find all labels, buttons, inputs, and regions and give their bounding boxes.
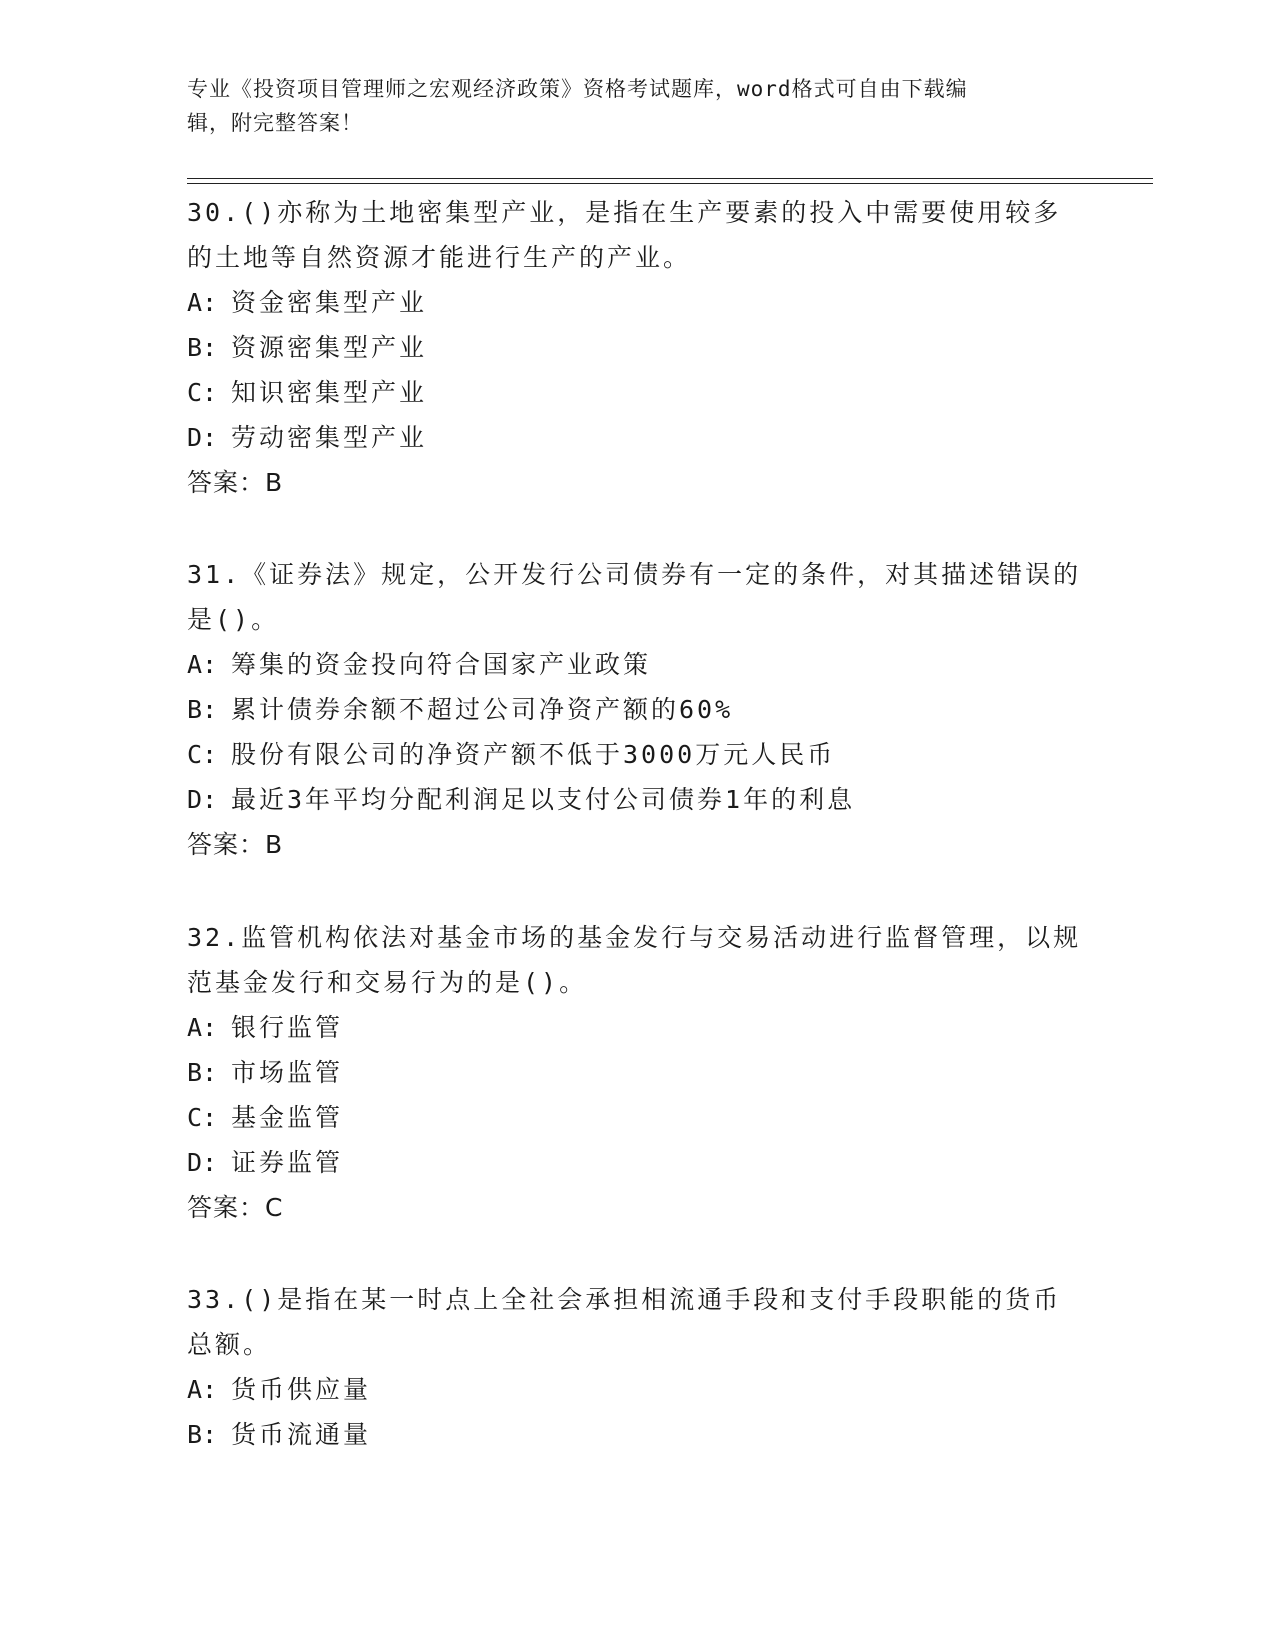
question-text: 31.《证券法》规定，公开发行公司债券有一定的条件，对其描述错误的是()。 <box>187 560 1082 634</box>
option-letter: C: <box>187 740 218 769</box>
option-letter: C: <box>187 378 218 407</box>
option-b <box>187 1412 1087 1457</box>
option-text: 货币流通量 <box>231 1420 372 1449</box>
question-text: 30.()亦称为土地密集型产业，是指在生产要素的投入中需要使用较多的土地等自然资源才能进行生产的产业。 <box>187 198 1062 272</box>
option-letter: A: <box>187 1375 218 1404</box>
option-text: 最近3年平均分配利润足以支付公司债券1年的利息 <box>231 785 856 814</box>
option-d <box>187 415 1087 460</box>
option-letter: D: <box>187 423 218 452</box>
option-c <box>187 732 1087 777</box>
answer-line: 答案：B <box>187 830 284 859</box>
option-letter: D: <box>187 785 218 814</box>
option-letter: B: <box>187 1058 218 1087</box>
option-letter: A: <box>187 650 218 679</box>
option-letter: A: <box>187 1013 218 1042</box>
option-text: 知识密集型产业 <box>231 378 428 407</box>
option-text: 累计债券余额不超过公司净资产额的60% <box>231 695 734 724</box>
option-letter: D: <box>187 1148 218 1177</box>
option-text: 资源密集型产业 <box>231 333 428 362</box>
option-letter: B: <box>187 333 218 362</box>
option-b <box>187 1050 1087 1095</box>
header-line-2: 辑，附完整答案！ <box>187 111 363 135</box>
option-text: 市场监管 <box>231 1058 344 1087</box>
option-c <box>187 370 1087 415</box>
option-text: 股份有限公司的净资产额不低于3000万元人民币 <box>231 740 836 769</box>
header-line-1: 专业《投资项目管理师之宏观经济政策》资格考试题库，word格式可自由下载编 <box>187 77 968 101</box>
option-d <box>187 1140 1087 1185</box>
question-text: 33.()是指在某一时点上全社会承担相流通手段和支付手段职能的货币总额。 <box>187 1285 1062 1359</box>
option-b <box>187 687 1087 732</box>
option-text: 货币供应量 <box>231 1375 372 1404</box>
option-b <box>187 325 1087 370</box>
answer-line: 答案：C <box>187 1193 284 1222</box>
option-letter: C: <box>187 1103 218 1132</box>
option-a <box>187 1367 1087 1412</box>
option-text: 筹集的资金投向符合国家产业政策 <box>231 650 652 679</box>
answer-line: 答案：B <box>187 468 284 497</box>
option-a <box>187 280 1087 325</box>
option-text: 资金密集型产业 <box>231 288 428 317</box>
question-31 <box>187 552 1087 867</box>
option-letter: B: <box>187 1420 218 1449</box>
option-c <box>187 1095 1087 1140</box>
document-header <box>187 72 1067 140</box>
header-divider-bottom <box>187 183 1153 184</box>
option-text: 基金监管 <box>231 1103 344 1132</box>
question-text: 32.监管机构依法对基金市场的基金发行与交易活动进行监督管理，以规范基金发行和交易行为的是()。 <box>187 923 1082 997</box>
option-text: 劳动密集型产业 <box>231 423 428 452</box>
option-text: 证券监管 <box>231 1148 344 1177</box>
option-a <box>187 1005 1087 1050</box>
option-letter: A: <box>187 288 218 317</box>
option-letter: B: <box>187 695 218 724</box>
question-30 <box>187 190 1087 505</box>
question-33 <box>187 1277 1087 1457</box>
question-32 <box>187 915 1087 1230</box>
option-a <box>187 642 1087 687</box>
option-d <box>187 777 1087 822</box>
header-divider-top <box>187 178 1153 179</box>
option-text: 银行监管 <box>231 1013 344 1042</box>
